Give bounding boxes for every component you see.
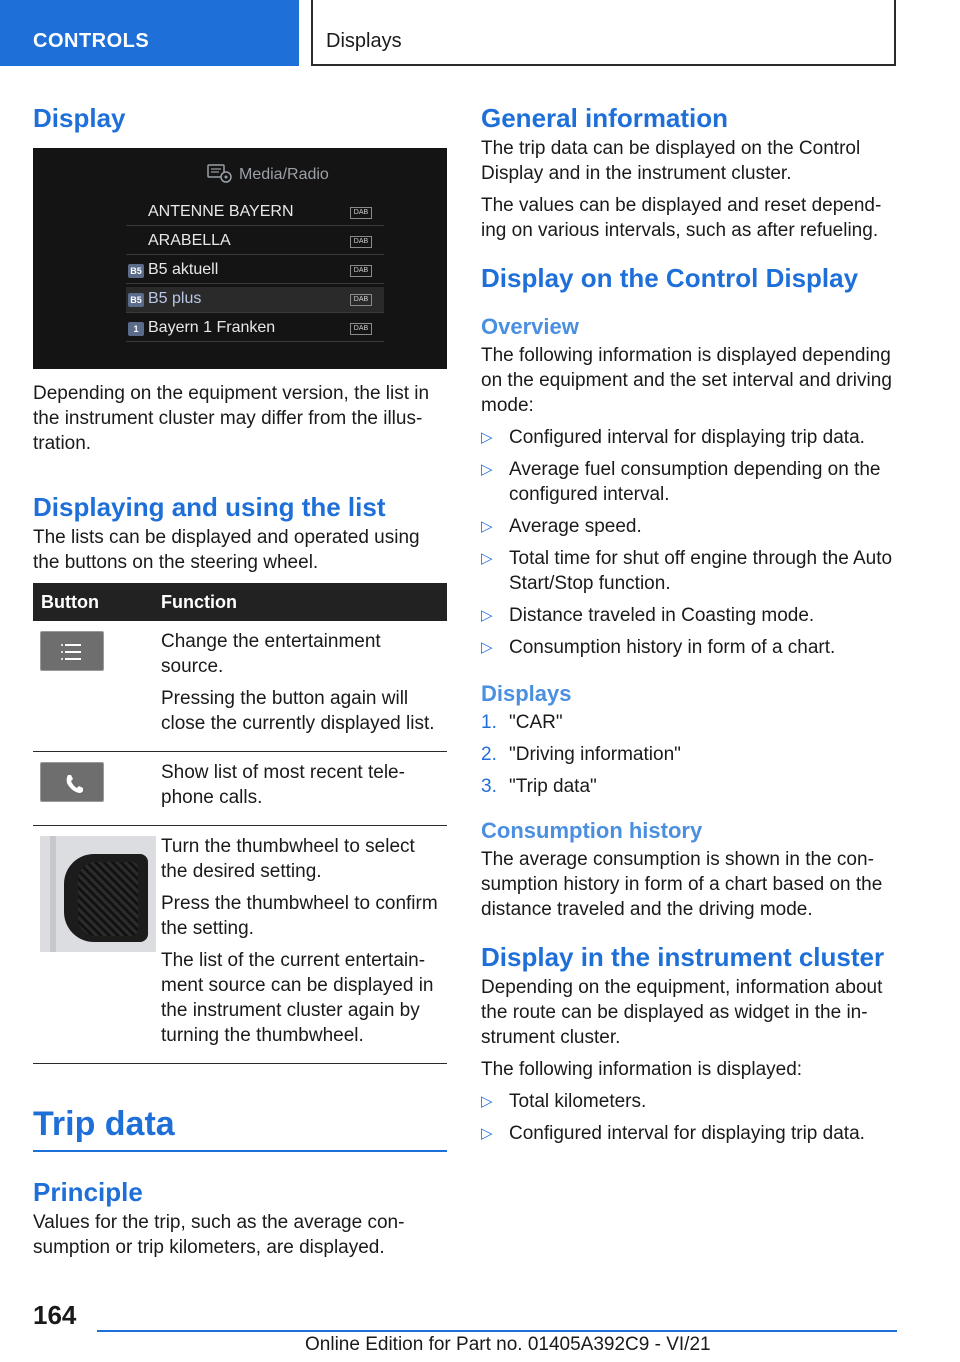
- section-tab: [0, 0, 299, 66]
- list-item: ▷ Average fuel consumption depending on the configured interval.: [481, 459, 881, 505]
- display-heading: Display: [33, 103, 126, 133]
- table-row: [33, 621, 447, 752]
- list-text: The lists can be displayed and operated using the buttons on the steering wheel.: [33, 527, 420, 573]
- bullet-marker: ▷: [481, 550, 493, 567]
- edition-text: Online Edition for Part no. 01405A392C9 - VI/21: [305, 1334, 711, 1355]
- list-item: ▷ Configured interval for displaying trip data.: [481, 427, 865, 448]
- station-name: B5 plus: [148, 290, 202, 307]
- button-cell: [33, 621, 161, 752]
- station-name: ANTENNE BAYERN: [148, 203, 294, 220]
- chapter-tab: [311, 0, 896, 66]
- phone-icon: [40, 762, 104, 802]
- left-column: [33, 100, 447, 1260]
- dab-badge: DAB: [350, 323, 372, 335]
- general-text-2: The values can be displayed and reset depending on various intervals, such as after refueling.: [481, 195, 882, 241]
- station-row: [126, 229, 384, 255]
- bullet-marker: ▷: [481, 1093, 493, 1110]
- table-header: [33, 583, 447, 621]
- general-heading: General information: [481, 103, 729, 133]
- list-item: 1. "CAR": [481, 712, 563, 733]
- col-button-header: Button: [33, 583, 161, 621]
- station-name: Bayern 1 Franken: [148, 319, 276, 336]
- chapter-label: Displays: [326, 30, 402, 52]
- thumbwheel-icon: [40, 836, 156, 952]
- footer-rule: [97, 1330, 897, 1332]
- function-text: The list of the current entertainment source can be displayed in the instrument cluster again by turning the thumbwheel.: [161, 950, 434, 1046]
- bullet-marker: ▷: [481, 639, 493, 656]
- button-function-table: [33, 583, 447, 1064]
- function-text: Show list of most recent telephone calls.: [161, 762, 405, 808]
- station-name: B5 aktuell: [148, 261, 219, 278]
- page-number: 164: [33, 1300, 77, 1330]
- overview-list: [481, 425, 897, 660]
- instrument-cluster-list: [481, 1089, 897, 1146]
- list-item: 2. "Driving information": [481, 744, 681, 765]
- function-text: Press the thumbwheel to confirm the setting.: [161, 893, 438, 939]
- list-heading: Displaying and using the list: [33, 492, 386, 522]
- function-cell: [161, 621, 447, 752]
- heading-rule: [33, 1150, 447, 1152]
- bullet-marker: ▷: [481, 461, 493, 478]
- station-row-selected: [126, 287, 384, 313]
- list-item: ▷ Total kilometers.: [481, 1091, 647, 1112]
- station-logo: B5: [128, 293, 144, 307]
- media-radio-icon: [207, 162, 233, 184]
- col-function-header: Function: [161, 583, 447, 621]
- display-text: Depending on the equipment version, the list in the instrument cluster may differ from the illustration.: [33, 383, 430, 454]
- function-cell: [161, 826, 447, 1064]
- general-text-1: The trip data can be displayed on the Control Display and in the instrument cluster.: [481, 138, 861, 184]
- bullet-marker: ▷: [481, 429, 493, 446]
- consumption-heading: Consumption history: [481, 818, 703, 843]
- right-column: [481, 100, 897, 1153]
- list-icon: [40, 631, 104, 671]
- principle-heading: Principle: [33, 1177, 143, 1207]
- consumption-text: The average consumption is shown in the consumption history in form of a chart based on the distance traveled and the driving mode.: [481, 849, 883, 920]
- function-cell: [161, 752, 447, 826]
- station-name: ARABELLA: [148, 232, 231, 249]
- function-text: Change the entertainment source.: [161, 631, 381, 677]
- station-row: [126, 200, 384, 226]
- media-radio-screenshot: [33, 148, 447, 369]
- bullet-marker: ▷: [481, 607, 493, 624]
- dab-badge: DAB: [350, 294, 372, 306]
- overview-text: The following information is displayed depending on the equipment and the set interval and driving mode:: [481, 345, 892, 416]
- displays-list: [481, 710, 897, 799]
- station-logo: 1: [128, 322, 144, 336]
- list-item: ▷ Configured interval for displaying trip data.: [481, 1123, 865, 1144]
- button-cell: [33, 826, 161, 1064]
- function-text: Turn the thumbwheel to select the desired setting.: [161, 836, 415, 882]
- bullet-marker: ▷: [481, 1125, 493, 1142]
- trip-data-heading: Trip data: [33, 1105, 175, 1143]
- instrument-cluster-heading: Display in the instrument cluster: [481, 942, 885, 972]
- dab-badge: DAB: [350, 265, 372, 277]
- table-row: [33, 826, 447, 1064]
- principle-text: Values for the trip, such as the average consumption or trip kilometers, are displayed.: [33, 1212, 405, 1258]
- table-row: [33, 752, 447, 826]
- station-logo: B5: [128, 264, 144, 278]
- button-cell: [33, 752, 161, 826]
- list-item: ▷ Average speed.: [481, 516, 642, 537]
- instrument-cluster-text-2: The following information is displayed:: [481, 1059, 803, 1080]
- section-label: CONTROLS: [33, 30, 150, 52]
- list-item: ▷ Distance traveled in Coasting mode.: [481, 605, 815, 626]
- screen-title: Media/Radio: [239, 166, 329, 183]
- function-text: Pressing the button again will close the currently displayed list.: [161, 688, 435, 734]
- displays-heading: Displays: [481, 681, 572, 706]
- list-item: ▷ Total time for shut off engine through the Auto Start/Stop function.: [481, 548, 893, 594]
- station-row: [126, 258, 384, 284]
- station-row: [126, 316, 384, 342]
- dab-badge: DAB: [350, 207, 372, 219]
- list-item: 3. "Trip data": [481, 776, 597, 797]
- instrument-cluster-text: Depending on the equipment, information about the route can be displayed as widget in the instrument cluster.: [481, 977, 883, 1048]
- overview-heading: Overview: [481, 314, 579, 339]
- dab-badge: DAB: [350, 236, 372, 248]
- bullet-marker: ▷: [481, 518, 493, 535]
- control-display-heading: Display on the Control Display: [481, 263, 859, 293]
- list-item: ▷ Consumption history in form of a chart.: [481, 637, 836, 658]
